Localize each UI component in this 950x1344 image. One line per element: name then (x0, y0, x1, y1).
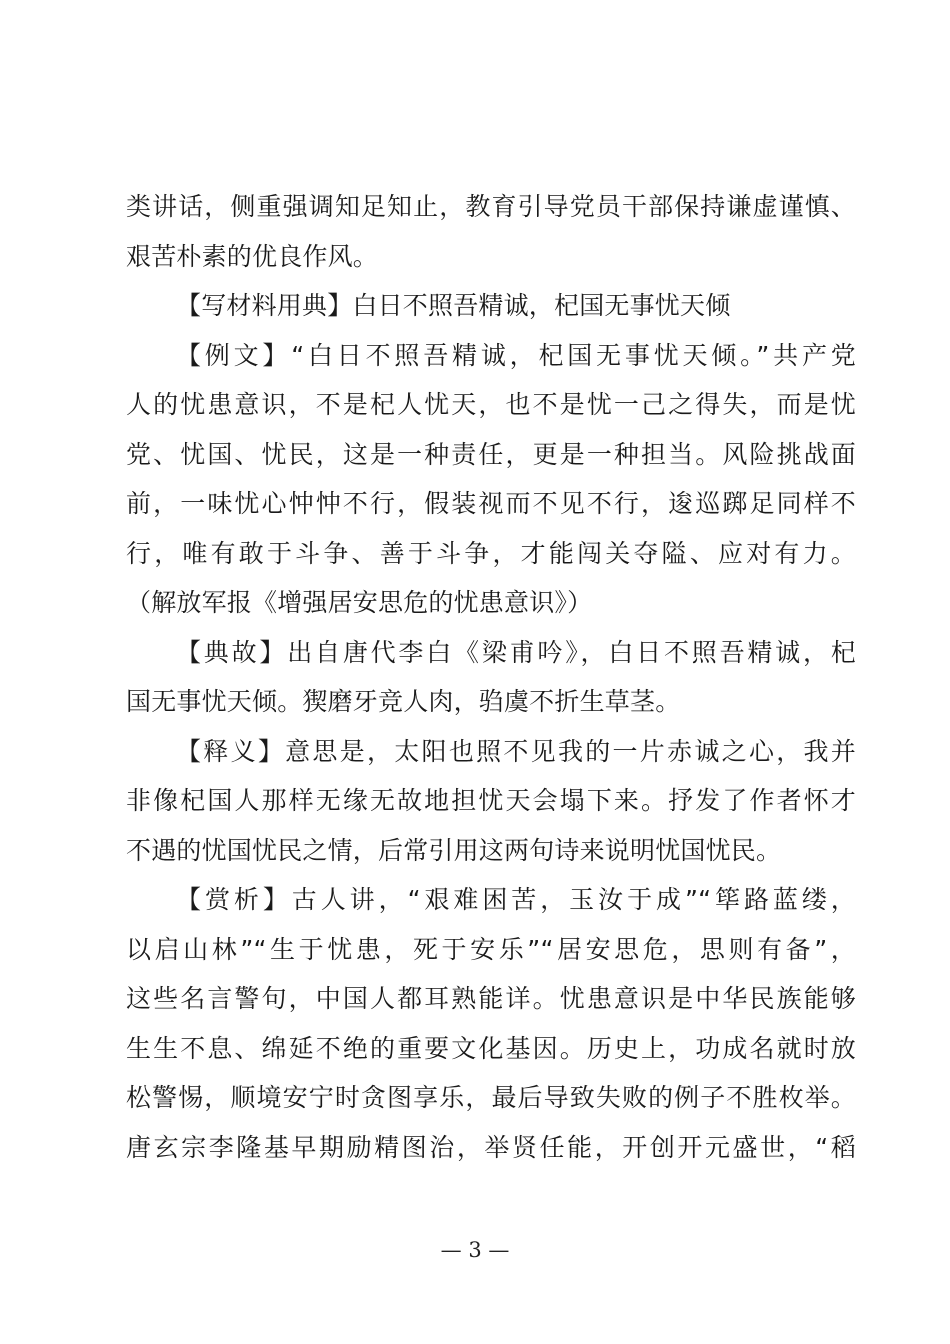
paragraph-line: 艰苦朴素的优良作风。 (126, 241, 379, 271)
heading-line: 【写材料用典】白日不照吾精诚，杞国无事忧天倾 (176, 291, 731, 320)
citation-line: （解放军报《增强居安思危的忧患意识》） (126, 588, 593, 617)
paragraph-line: 这些名言警句，中国人都耳熟能详。忧患意识是中华民族能够 (126, 984, 856, 1013)
body-text (126, 182, 856, 1172)
paragraph-line: 【典故】出自唐代李白《梁甫吟》，白日不照吾精诚，杞 (176, 637, 856, 667)
paragraph-line: 【例文】“白日不照吾精诚，杞国无事忧天倾。”共产党 (176, 340, 856, 370)
paragraph-line: 人的忧患意识，不是杞人忧天，也不是忧一己之得失，而是忧 (126, 390, 856, 419)
paragraph-line: 【释义】意思是，太阳也照不见我的一片赤诚之心，我并 (176, 736, 856, 766)
page-number: — 3 — (440, 1238, 510, 1262)
paragraph-line: 松警惕，顺境安宁时贪图享乐，最后导致失败的例子不胜枚举。 (126, 1083, 856, 1112)
paragraph-line: 唐玄宗李隆基早期励精图治，举贤任能，开创开元盛世，“稻 (126, 1132, 856, 1162)
paragraph-line: 生生不息、绵延不绝的重要文化基因。历史上，功成名就时放 (126, 1033, 856, 1063)
paragraph-line: 不遇的忧国忧民之情，后常引用这两句诗来说明忧国忧民。 (126, 835, 782, 865)
paragraph-line: 党、忧国、忧民，这是一种责任，更是一种担当。风险挑战面 (126, 439, 856, 469)
paragraph-line: 行，唯有敢于斗争、善于斗争，才能闯关夺隘、应对有力。 (126, 538, 856, 568)
paragraph-line: 类讲话，侧重强调知足知止，教育引导党员干部保持谦虚谨慎、 (126, 192, 856, 221)
paragraph-line: 非像杞国人那样无缘无故地担忧天会塌下来。抒发了作者怀才 (126, 786, 856, 815)
paragraph-line: 【赏析】古人讲，“艰难困苦，玉汝于成”“筚路蓝缕， (176, 885, 856, 914)
paragraph-line: 以启山林”“生于忧患，死于安乐”“居安思危，思则有备”， (126, 934, 856, 964)
paragraph-line: 前，一味忧心忡忡不行，假装视而不见不行，逡巡踯足同样不 (126, 489, 856, 518)
paragraph-line: 国无事忧天倾。猰磨牙竞人肉，驺虞不折生草茎。 (126, 687, 681, 716)
